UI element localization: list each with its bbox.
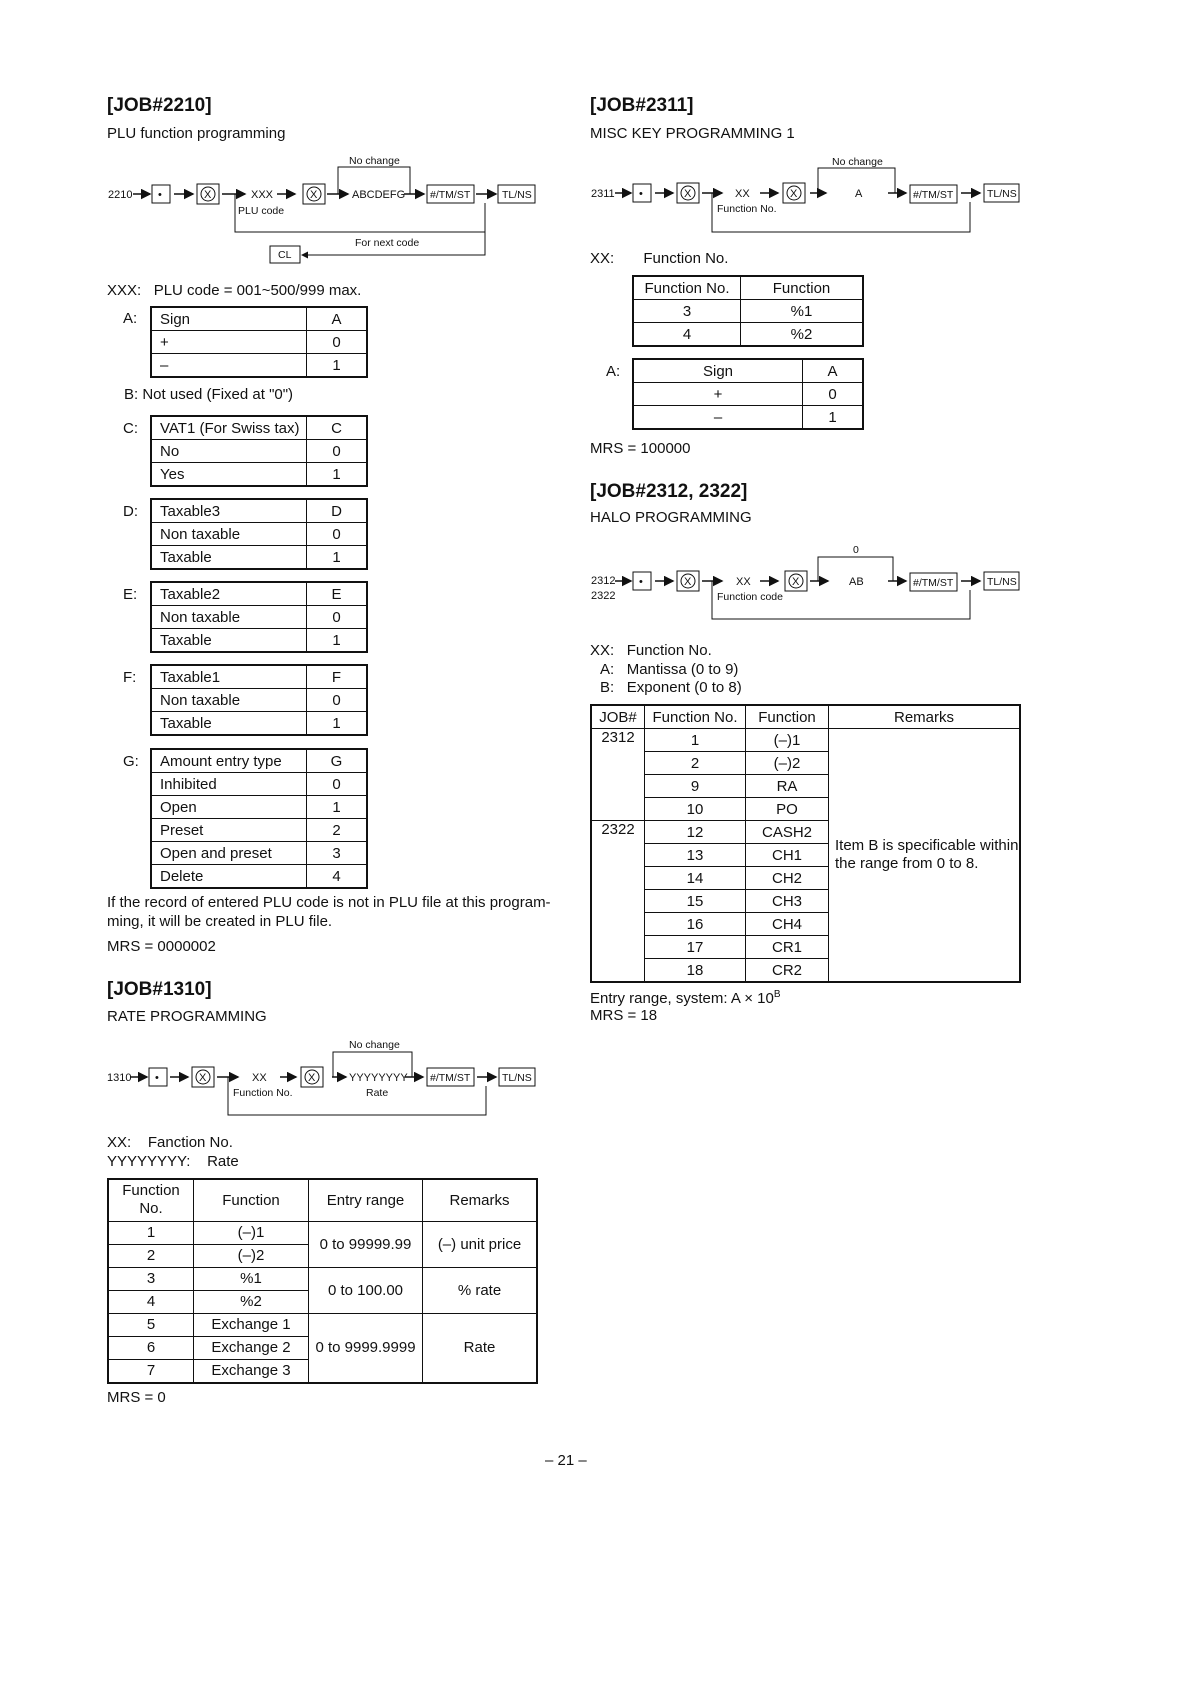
svg-text:XXX: XXX	[251, 189, 274, 201]
svg-text:1310: 1310	[107, 1072, 132, 1084]
halo-table: JOB# Function No. Function Remarks 2312 1 (–)1 Item B is specificable within the range from 0 to 8. 2 (–)2 9 RA 10 PO 2322 12 CASH2 13 CH1 14 CH2 15 CH3 16 CH4 17 CR1 18 CR2	[590, 704, 1021, 983]
job2312-title: [JOB#2312, 2322]	[590, 481, 748, 502]
x-key-icon: X	[684, 576, 692, 588]
job1310-mrs: MRS = 0	[107, 1389, 166, 1406]
job2312-mrs: MRS = 18	[590, 1007, 658, 1024]
svg-text:A: A	[855, 188, 863, 200]
job1310-subtitle: RATE PROGRAMMING	[107, 1008, 267, 1025]
d-table: Taxable3 D Non taxable 0 Taxable 1	[150, 498, 368, 570]
d-label: D:	[123, 503, 138, 520]
x-key-icon: X	[308, 1072, 316, 1084]
misc-a-label: A:	[606, 363, 621, 380]
job2312-subtitle: HALO PROGRAMMING	[590, 509, 752, 526]
note-line-1: If the record of entered PLU code is not in PLU file at this program-	[107, 894, 551, 911]
svg-text:AB: AB	[849, 576, 864, 588]
svg-text:•: •	[155, 1072, 159, 1084]
svg-text:#/TM/ST: #/TM/ST	[430, 189, 471, 201]
page-number: – 21 –	[545, 1452, 587, 1469]
job2312-flow-diagram	[0, 0, 1191, 640]
svg-text:•: •	[639, 576, 643, 588]
x-key-icon: X	[310, 189, 318, 201]
rate-yyy-desc: YYYYYYYY: Rate	[107, 1153, 239, 1170]
job2311-subtitle: MISC KEY PROGRAMMING 1	[590, 125, 795, 142]
x-key-icon: X	[199, 1072, 207, 1084]
g-table: Amount entry type G Inhibited 0 Open 1 Preset 2 Open and preset 3 Delete 4	[150, 748, 368, 889]
x-key-icon: X	[792, 576, 800, 588]
dot-key: •	[158, 189, 162, 201]
halo-entry-range: Entry range, system: $A \times 10^B$	[590, 989, 781, 1007]
xxx-desc: XXX: PLU code = 001~500/999 max.	[107, 282, 362, 299]
svg-text:ABCDEFG: ABCDEFG	[352, 189, 406, 201]
svg-text:•: •	[639, 188, 643, 200]
halo-xx-desc: XX: Function No.	[590, 642, 712, 659]
job1310-title: [JOB#1310]	[107, 979, 212, 1000]
misc-sign-table: Sign A + 0 – 1	[632, 358, 864, 430]
b-line: B: Not used (Fixed at "0")	[124, 386, 294, 403]
a-table: Sign A + 0 – 1	[150, 306, 368, 378]
cl-key: CL	[278, 249, 292, 261]
g-label: G:	[123, 753, 139, 770]
e-label: E:	[123, 586, 138, 603]
svg-text:0: 0	[853, 544, 859, 556]
svg-text:Function No.: Function No.	[717, 203, 777, 215]
c-table: VAT1 (For Swiss tax) C No 0 Yes 1	[150, 415, 368, 487]
svg-text:YYYYYYYY: YYYYYYYY	[349, 1072, 408, 1084]
e-table: Taxable2 E Non taxable 0 Taxable 1	[150, 581, 368, 653]
svg-text:#/TM/ST: #/TM/ST	[430, 1072, 471, 1084]
f-label: F:	[123, 669, 137, 686]
job2210-mrs: MRS = 0000002	[107, 938, 216, 955]
rate-xx-desc: XX: Fanction No.	[107, 1134, 233, 1151]
x-key-icon: X	[790, 188, 798, 200]
svg-text:No change: No change	[832, 156, 883, 168]
halo-remarks-1: Item B is specificable within	[835, 837, 1019, 854]
svg-text:TL/NS: TL/NS	[987, 188, 1017, 200]
halo-remarks-2: the range from 0 to 8.	[835, 855, 979, 872]
note-line-2: ming, it will be created in PLU file.	[107, 913, 333, 930]
job2311-title: [JOB#2311]	[590, 95, 694, 116]
misc-xx-desc: XX: Function No.	[590, 250, 729, 267]
svg-text:2322: 2322	[591, 590, 616, 602]
svg-text:2311: 2311	[591, 188, 615, 200]
f-table: Taxable1 F Non taxable 0 Taxable 1	[150, 664, 368, 736]
job2210-title: [JOB#2210]	[107, 95, 212, 116]
svg-text:XX: XX	[736, 576, 751, 588]
start-code: 2210	[108, 189, 133, 201]
a-label: A:	[123, 310, 138, 327]
svg-text:No change: No change	[349, 1039, 400, 1051]
svg-text:XX: XX	[735, 188, 750, 200]
x-key-icon: X	[684, 188, 692, 200]
svg-text:#/TM/ST: #/TM/ST	[913, 189, 954, 201]
svg-text:No change: No change	[349, 155, 400, 167]
job2311-mrs: MRS = 100000	[590, 440, 691, 457]
halo-b-desc: B: Exponent (0 to 8)	[600, 679, 742, 696]
svg-text:TL/NS: TL/NS	[987, 576, 1017, 588]
svg-text:TL/NS: TL/NS	[502, 1072, 532, 1084]
svg-text:Function code: Function code	[717, 591, 783, 603]
svg-text:Rate: Rate	[366, 1087, 389, 1099]
svg-text:Function No.: Function No.	[233, 1087, 293, 1099]
svg-text:#/TM/ST: #/TM/ST	[913, 577, 954, 589]
job2210-subtitle: PLU function programming	[107, 125, 286, 142]
svg-text:XX: XX	[252, 1072, 267, 1084]
rate-table: Function No. Function Entry range Remarks 1 (–)1 0 to 99999.99 (–) unit price 2 (–)2 3 %1 0 to 100.00 % rate 4 %2 5 Exchange 1 0 to 9999.9999 Rate 6 Exchange 2 7 Exchange 3	[107, 1178, 538, 1384]
c-label: C:	[123, 420, 138, 437]
svg-text:TL/NS: TL/NS	[502, 189, 532, 201]
halo-a-desc: A: Mantissa (0 to 9)	[600, 661, 739, 678]
svg-text:2312: 2312	[591, 575, 616, 587]
x-key-icon: X	[204, 189, 212, 201]
svg-text:PLU code: PLU code	[238, 205, 285, 217]
misc-function-table: Function No. Function 3 %1 4 %2	[632, 275, 864, 347]
svg-text:For next code: For next code	[355, 237, 420, 249]
